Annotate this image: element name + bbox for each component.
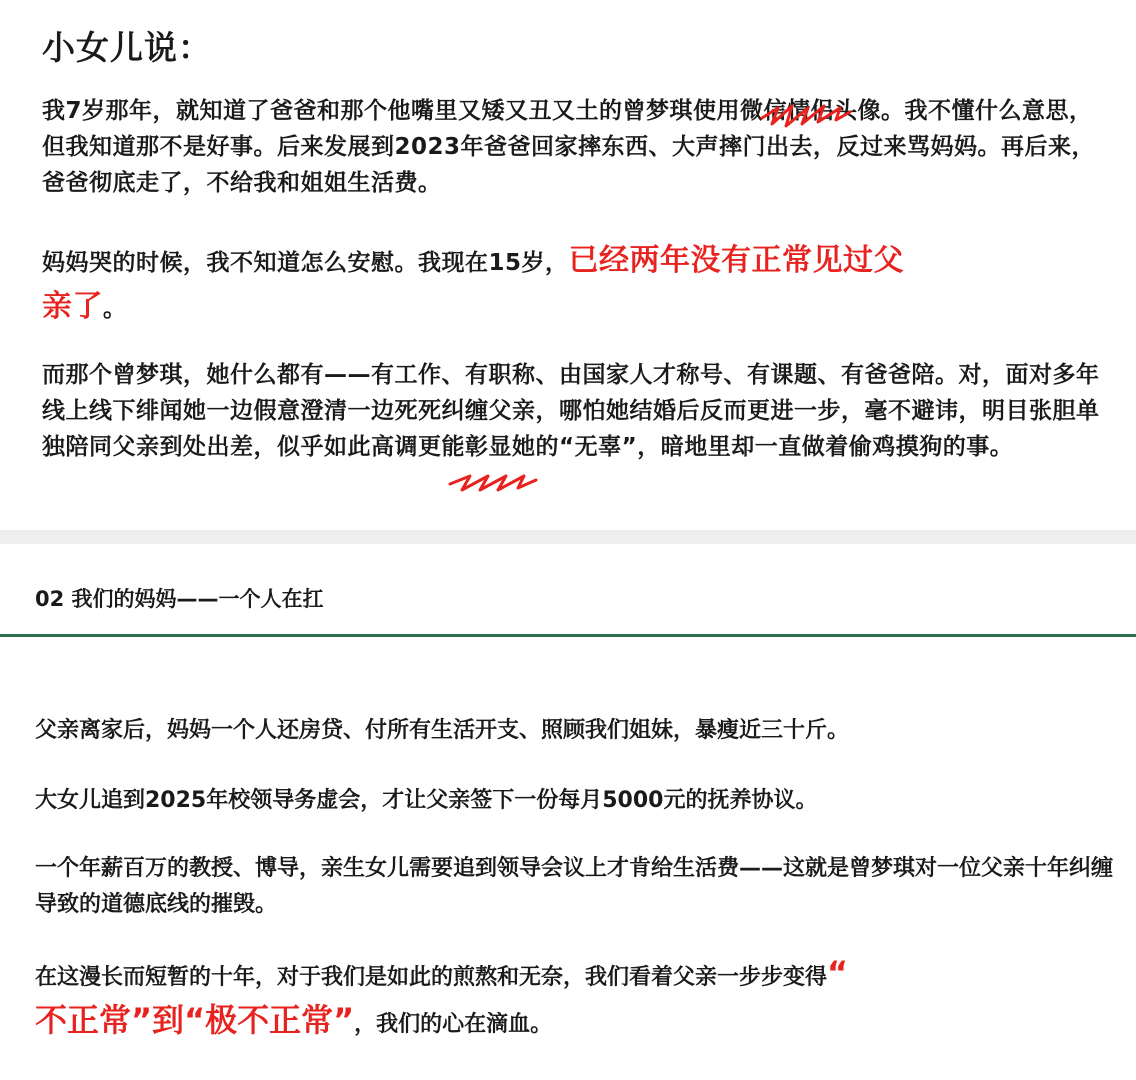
paragraph-ten-years-text: 在这漫长而短暂的十年，对于我们是如此的煎熬和无奈，我们看着父亲一步步变得 [35, 965, 828, 990]
red-phrase-abnormal: 不正常” [35, 1001, 153, 1039]
paragraph-mother-crying-text: 妈妈哭的时候，我不知道怎么安慰。我现在15岁， [42, 250, 569, 276]
paragraph-childhood: 我7岁那年，就知道了爸爸和那个他嘴里又矮又丑又土的曾梦琪使用微信情侣头像。我不懂什么意思，但我知道那不是好事。后来发展到2023年爸爸回家摔东西、大声摔门出去，反过来骂妈妈。再后来，爸爸彻底走了，不给我和姐姐生活费。 [42, 98, 1096, 196]
section-heading: 02 我们的妈妈——一个人在扛 [35, 587, 324, 611]
paragraph-moral-collapse: 一个年薪百万的教授、博导，亲生女儿需要追到领导会议上才肯给生活费——这就是曾梦琪对一位父亲十年纠缠导致的道德底线的摧毁。 [35, 856, 1114, 917]
red-highlight-line1: 已经两年没有正常见过父 [568, 243, 905, 278]
paragraph-mother-crying [42, 243, 1112, 327]
red-word-to: 到 [152, 1001, 185, 1039]
panel-separator [0, 530, 1136, 544]
paragraph-mother-burden: 父亲离家后，妈妈一个人还房贷、付所有生活开支、照顾我们姐妹，暴瘦近三十斤。 [35, 718, 850, 743]
paragraph-third-party: 而那个曾梦琪，她什么都有——有工作、有职称、由国家人才称号、有课题、有爸爸陪。对，面对多年线上线下绯闻她一边假意澄清一边死死纠缠父亲，哪怕她结婚后反而更进一步，毫不避讳，明目张胆单独陪同父亲到处出差，似乎如此高调更能彰显她的“无辜”，暗地里却一直做着偷鸡摸狗的事。 [42, 362, 1100, 460]
red-phrase-extremely-abnormal: “极不正常” [184, 1001, 355, 1039]
paragraph-ten-years-ending: ，我们的心在滴血。 [354, 1012, 553, 1037]
paragraph-ten-years [35, 955, 1115, 1043]
red-quote-open: “ [827, 954, 849, 992]
page-title: 小女儿说： [42, 28, 212, 67]
red-highlight-line2: 亲了 [42, 289, 103, 324]
paragraph-support-agreement: 大女儿追到2025年校领导务虚会，才让父亲签下一份每月5000元的抚养协议。 [35, 788, 818, 813]
section-divider [0, 634, 1136, 637]
period: 。 [103, 296, 127, 322]
